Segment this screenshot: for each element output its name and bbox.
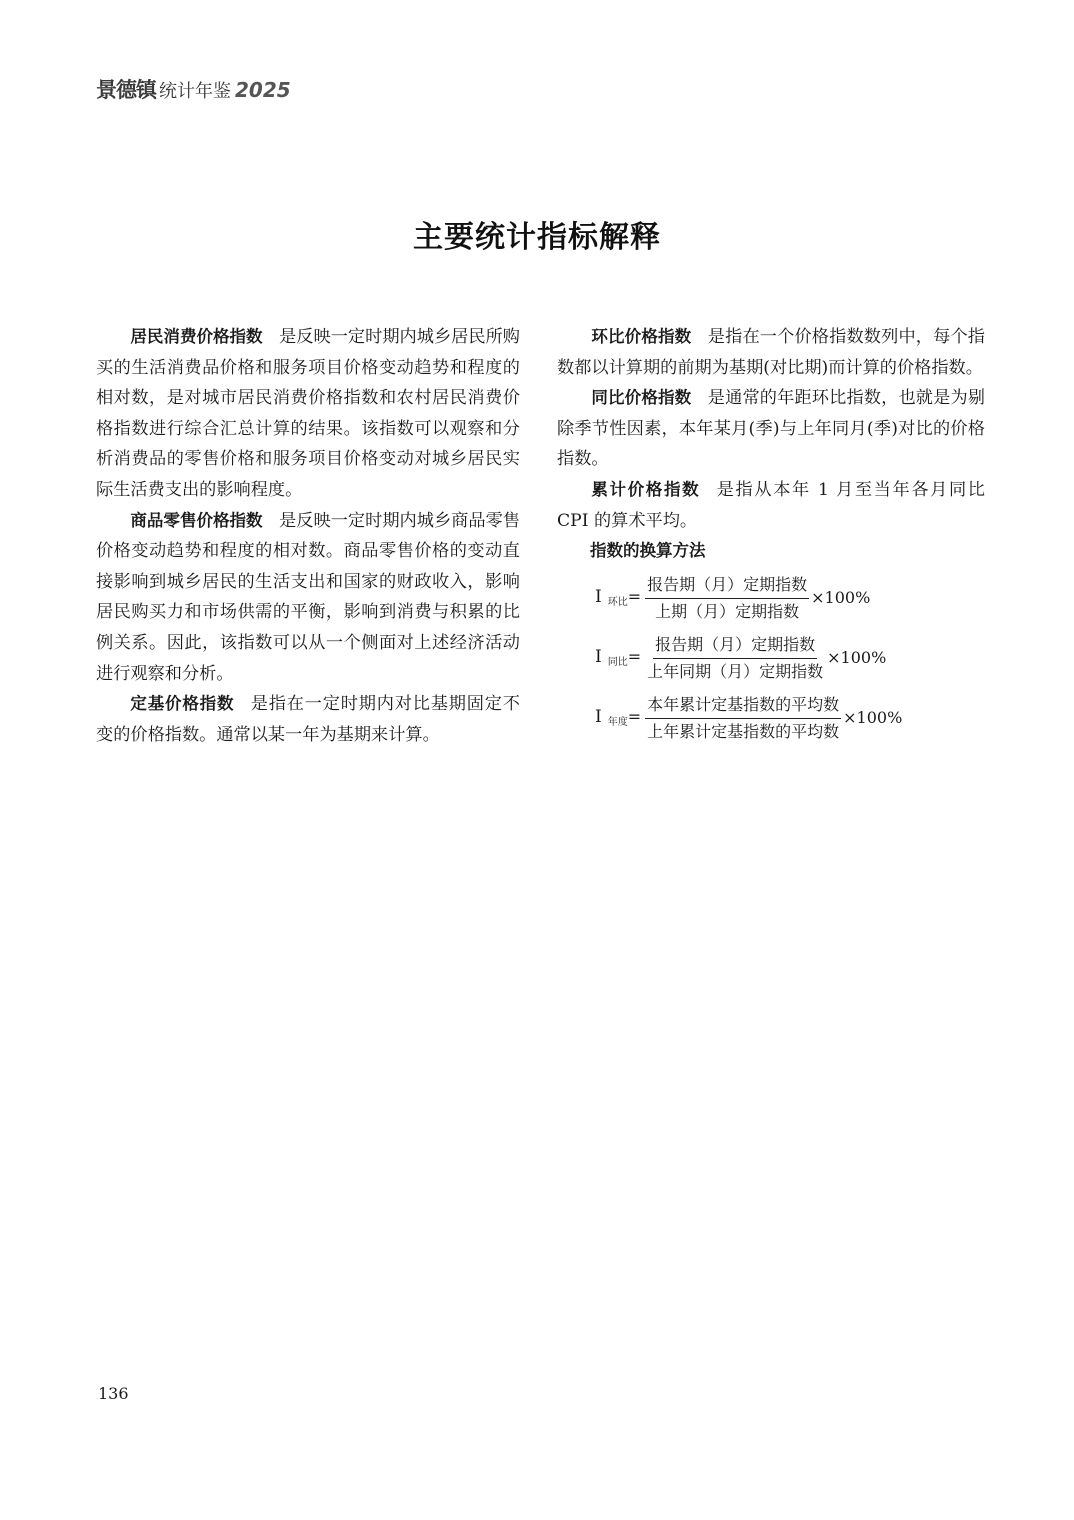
left-column bbox=[96, 322, 520, 750]
formula-numerator: 报告期（月）定期指数 bbox=[653, 633, 817, 659]
definition-paragraph bbox=[96, 506, 520, 690]
definition-term: 环比价格指数 bbox=[591, 327, 692, 346]
definition-text: 是反映一定时期内城乡居民所购买的生活消费品价格和服务项目价格变动趋势和程度的相对数，是对城市居民消费价格指数和农村居民消费价格指数进行综合汇总计算的结果。该指数可以观察和分析消费品的零售价格和服务项目价格变动对城乡居民实际生活费支出的影响程度。 bbox=[96, 327, 520, 500]
header-year: 2025 bbox=[235, 78, 291, 102]
formula-fraction bbox=[645, 633, 825, 684]
formula-symbol: I bbox=[595, 706, 602, 727]
definition-term: 商品零售价格指数 bbox=[130, 510, 263, 530]
right-column bbox=[557, 322, 985, 747]
page-title: 主要统计指标解释 bbox=[413, 220, 661, 255]
conversion-heading: 指数的换算方法 bbox=[590, 541, 706, 561]
formula-factor: ×100% bbox=[811, 588, 871, 608]
definition-term: 居民消费价格指数 bbox=[130, 327, 263, 346]
formula-chain-index bbox=[595, 571, 985, 627]
formula-symbol: I bbox=[595, 646, 602, 667]
running-header bbox=[96, 74, 291, 104]
formula-fraction bbox=[645, 573, 809, 624]
definition-term: 累计价格指数 bbox=[591, 479, 701, 499]
formula-denominator: 上期（月）定期指数 bbox=[655, 602, 800, 622]
formula-fraction bbox=[645, 693, 841, 744]
definition-text: 是指从本年 1 月至当年各月同比 CPI 的算术平均。 bbox=[557, 479, 985, 531]
formula-lhs bbox=[595, 582, 641, 616]
formula-equals: = bbox=[627, 586, 642, 606]
formula-equals: = bbox=[627, 706, 642, 726]
formula-lhs bbox=[595, 702, 641, 736]
header-book-title: 统计年鉴 bbox=[159, 81, 231, 102]
formula-subscript: 同比 bbox=[607, 656, 628, 668]
definition-paragraph bbox=[557, 322, 985, 383]
definition-text: 是反映一定时期内城乡商品零售价格变动趋势和程度的相对数。商品零售价格的变动直接影响到城乡居民的生活支出和国家的财政收入，影响居民购买力和市场供需的平衡，影响到消费与积累的比例关系。因此，该指数可以从一个侧面对上述经济活动进行观察和分析。 bbox=[96, 510, 520, 684]
formula-denominator: 上年累计定基指数的平均数 bbox=[647, 722, 840, 742]
formula-numerator: 报告期（月）定期指数 bbox=[645, 573, 809, 599]
definition-text: 是指在一个价格指数数列中，每个指数都以计算期的前期为基期(对比期)而计算的价格指数。 bbox=[557, 327, 985, 378]
page-number: 136 bbox=[98, 1384, 129, 1403]
formula-lhs bbox=[595, 642, 641, 676]
formula-symbol: I bbox=[595, 586, 602, 607]
formula-numerator: 本年累计定基指数的平均数 bbox=[645, 693, 841, 719]
definition-text: 是指在一定时期内对比基期固定不变的价格指数。通常以某一年为基期来计算。 bbox=[96, 694, 520, 745]
formula-yoy-index bbox=[595, 631, 985, 687]
definition-text: 是通常的年距环比指数，也就是为剔除季节性因素，本年某月(季)与上年同月(季)对比的价格指数。 bbox=[557, 388, 985, 470]
header-brand: 景德镇 bbox=[96, 78, 156, 102]
formula-subscript: 年度 bbox=[607, 716, 628, 728]
definition-paragraph bbox=[96, 322, 520, 506]
formula-annual-index bbox=[595, 691, 985, 747]
formula-subscript: 环比 bbox=[607, 596, 628, 608]
definition-paragraph bbox=[96, 689, 520, 750]
formula-denominator: 上年同期（月）定期指数 bbox=[647, 662, 824, 682]
definition-paragraph bbox=[557, 383, 985, 475]
definition-paragraph bbox=[557, 475, 985, 536]
formula-factor: ×100% bbox=[843, 708, 903, 728]
formula-equals: = bbox=[627, 646, 642, 666]
definition-term: 同比价格指数 bbox=[591, 388, 692, 408]
definition-term: 定基价格指数 bbox=[130, 694, 235, 714]
formula-factor: ×100% bbox=[827, 648, 887, 668]
